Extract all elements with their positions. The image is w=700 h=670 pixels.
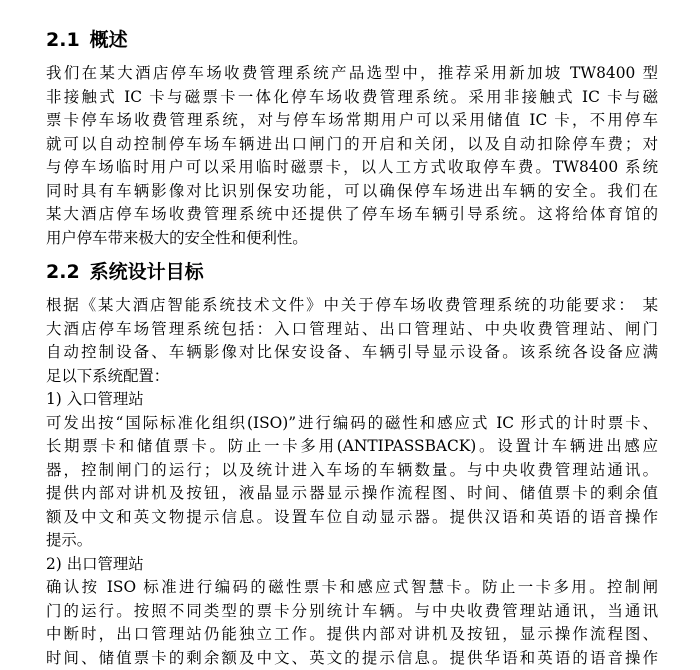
document-page <box>46 28 658 670</box>
text-line: 足以下系统配置： <box>46 365 658 389</box>
text-line: 根据《某大酒店智能系统技术文件》中关于停车场收费管理系统的功能要求： 某 <box>46 294 658 318</box>
text-line: 就可以自动控制停车场车辆进出口闸门的开启和关闭，以及自动扣除停车费；对 <box>46 133 658 157</box>
text-line: 某大酒店停车场收费管理系统中还提供了停车场车辆引导系统。这将给体育馆的 <box>46 203 658 227</box>
text-line: 门的运行。按照不同类型的票卡分别统计车辆。与中央收费管理站通讯，当通讯 <box>46 600 658 624</box>
overview-paragraph <box>46 62 658 250</box>
text-line: 提示。 <box>46 529 658 553</box>
text-line: 票卡停车场收费管理系统，对与停车场常期用户可以采用储值 IC 卡，不用停车 <box>46 109 658 133</box>
section-title: 概述 <box>90 29 128 51</box>
text-line: 确认按 ISO 标准进行编码的磁性票卡和感应式智慧卡。防止一卡多用。控制闸 <box>46 576 658 600</box>
text-line: 用户停车带来极大的安全性和便利性。 <box>46 227 658 251</box>
text-line: 额及中文和英文物提示信息。设置车位自动显示器。提供汉语和英语的语音操作 <box>46 506 658 530</box>
text-line: 与停车场临时用户可以采用临时磁票卡，以人工方式收取停车费。TW8400 系统 <box>46 156 658 180</box>
section-heading-overview <box>46 28 658 52</box>
text-line: 可发出按“国际标准化组织(ISO)”进行编码的磁性和感应式 IC 形式的计时票卡、 <box>46 412 658 436</box>
text-line: 中断时，出口管理站仍能独立工作。提供内部对讲机及按钮，显示操作流程图、 <box>46 623 658 647</box>
text-line: 长期票卡和储值票卡。防止一卡多用(ANTIPASSBACK)。设置计车辆进出感应 <box>46 435 658 459</box>
list-item-heading: 1) 入口管理站 <box>46 388 658 412</box>
section-title: 系统设计目标 <box>90 261 204 283</box>
section-number: 2.1 <box>46 28 80 52</box>
text-line: 同时具有车辆影像对比识别保安功能，可以确保停车场进出车辆的安全。我们在 <box>46 180 658 204</box>
section-heading-design-goals <box>46 260 658 284</box>
text-line: 提供内部对讲机及按钮，液晶显示器显示操作流程图、时间、储值票卡的剩余值 <box>46 482 658 506</box>
text-line: 非接触式 IC 卡与磁票卡一体化停车场收费管理系统。采用非接触式 IC 卡与磁 <box>46 86 658 110</box>
design-goals-paragraph <box>46 294 658 670</box>
text-line: 大酒店停车场管理系统包括：入口管理站、出口管理站、中央收费管理站、闸门 <box>46 318 658 342</box>
list-item-heading: 2) 出口管理站 <box>46 553 658 577</box>
section-number: 2.2 <box>46 260 80 284</box>
text-line: 器，控制闸门的运行；以及统计进入车场的车辆数量。与中央收费管理站通讯。 <box>46 459 658 483</box>
text-line: 自动控制设备、车辆影像对比保安设备、车辆引导显示设备。该系统各设备应满 <box>46 341 658 365</box>
text-line: 时间、储值票卡的剩余额及中文、英文的提示信息。提供华语和英语的语音操作 <box>46 647 658 670</box>
text-line: 我们在某大酒店停车场收费管理系统产品选型中，推荐采用新加坡 TW8400 型 <box>46 62 658 86</box>
